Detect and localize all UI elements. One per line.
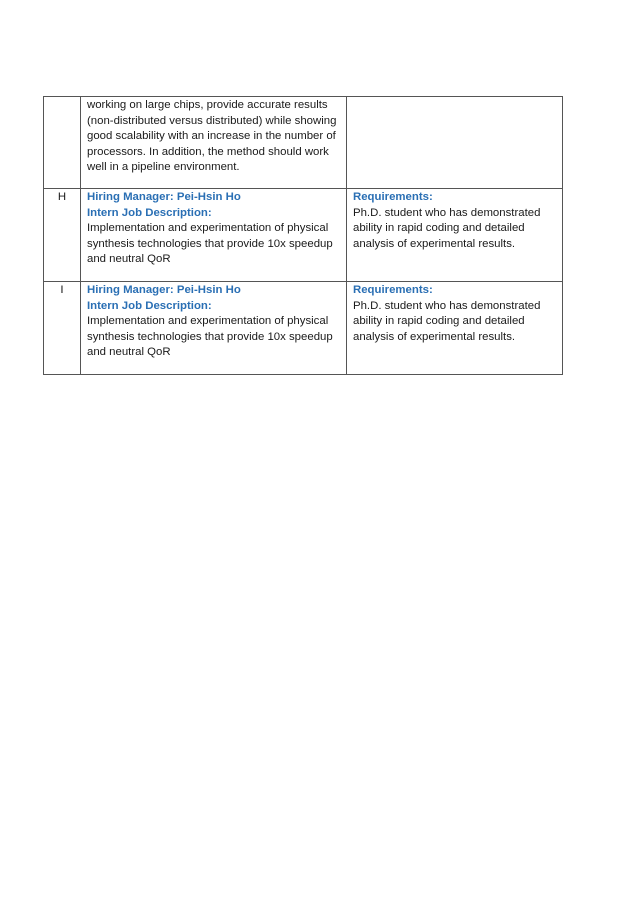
job-description-label: Intern Job Description:: [87, 206, 212, 219]
requirements-text: Ph.D. student who has demonstrated ability in rapid coding and detailed analysis of experimental results.: [353, 299, 541, 343]
table-row-i: [44, 282, 563, 375]
requirements-label: Requirements:: [353, 191, 433, 203]
row-id-cell: [44, 97, 81, 189]
description-cell: [81, 282, 347, 375]
intern-jobs-table: [43, 96, 563, 375]
job-description-label: Intern Job Description:: [87, 299, 212, 312]
job-description-text: Implementation and experimentation of physical synthesis technologies that provide 10x speedup and neutral QoR: [87, 222, 333, 265]
table-row-h: [44, 189, 563, 282]
requirements-text: Ph.D. student who has demonstrated ability in rapid coding and detailed analysis of experimental results.: [353, 206, 541, 250]
description-text: working on large chips, provide accurate results (non-distributed versus distributed) while showing good scalability with an increase in the number of processors. In addition, the method should work well in a pipeline environment.: [87, 99, 337, 173]
job-description-text: Implementation and experimentation of physical synthesis technologies that provide 10x speedup and neutral QoR: [87, 315, 333, 358]
hiring-manager-label: Hiring Manager: Pei-Hsin Ho: [87, 284, 241, 296]
table-row-continued: [44, 97, 563, 189]
row-id-cell: I: [44, 282, 81, 375]
requirements-cell: [347, 189, 563, 282]
requirements-label: Requirements:: [353, 284, 433, 296]
requirements-cell: [347, 97, 563, 189]
row-id-cell: H: [44, 189, 81, 282]
requirements-cell: [347, 282, 563, 375]
hiring-manager-label: Hiring Manager: Pei-Hsin Ho: [87, 191, 241, 203]
description-cell: [81, 97, 347, 189]
description-cell: [81, 189, 347, 282]
